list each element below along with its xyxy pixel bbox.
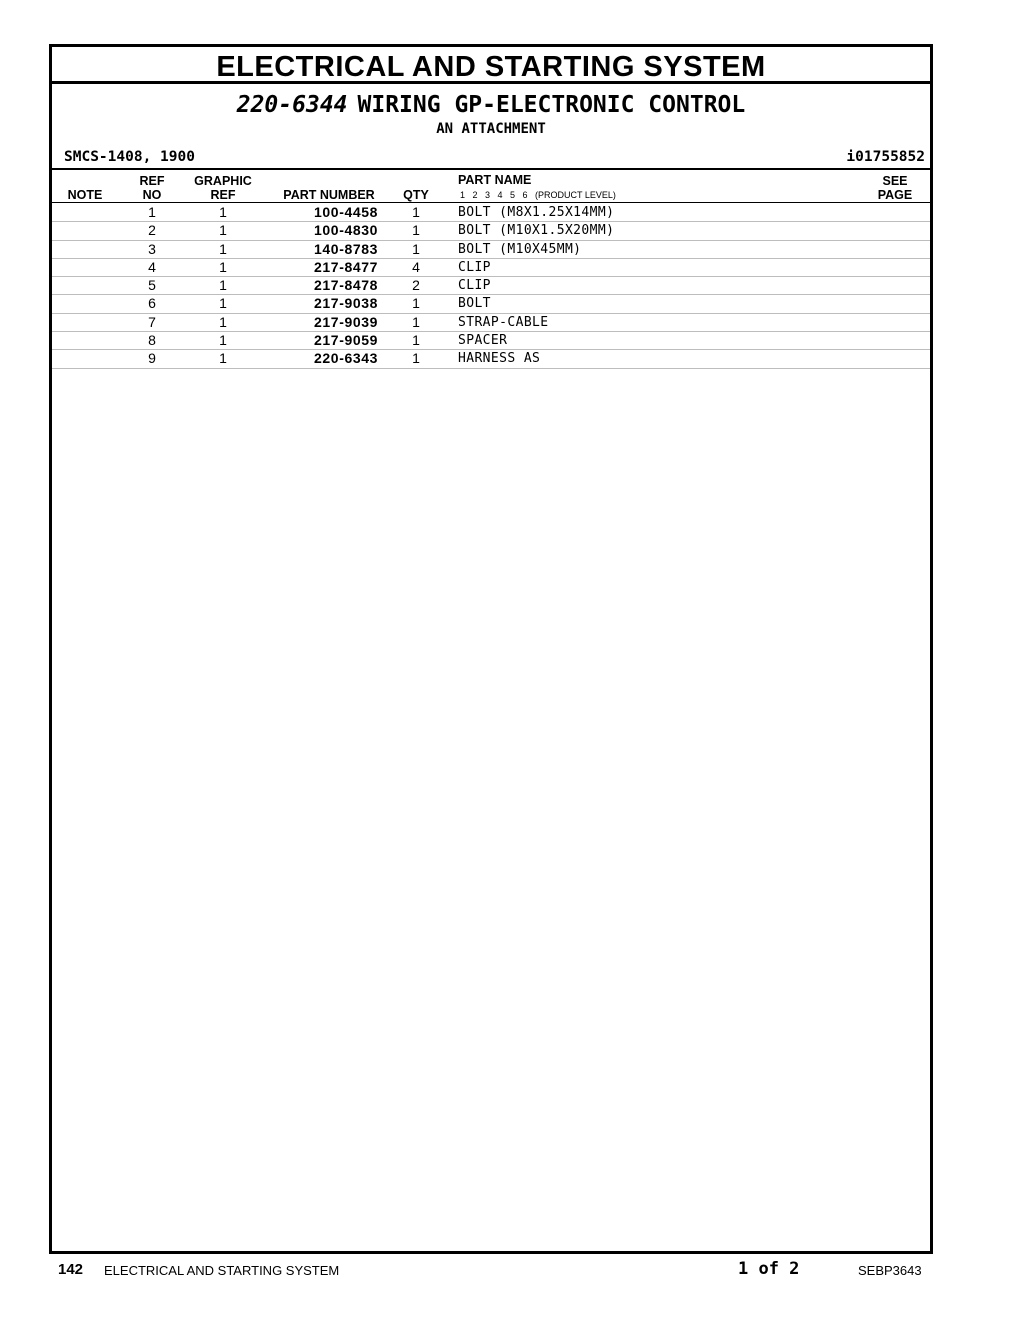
header-divider [52, 168, 930, 170]
qty-cell: 1 [412, 295, 420, 312]
column-header-qty: QTY [403, 188, 429, 202]
qty-cell: 4 [412, 258, 420, 275]
table-row [52, 277, 930, 295]
graphic-ref-cell: 1 [219, 332, 227, 349]
graphic-ref-cell: 1 [219, 313, 227, 330]
system-title: ELECTRICAL AND STARTING SYSTEM [216, 51, 766, 83]
ref-no-cell: 9 [148, 350, 156, 367]
column-header-see-page-line2: PAGE [877, 188, 913, 202]
ref-no-cell: 4 [148, 258, 156, 275]
column-header-see-page-line1: SEE [882, 174, 908, 188]
column-header-ref-no-line1: REF [139, 174, 165, 188]
group-name: WIRING GP-ELECTRONIC CONTROL [357, 92, 746, 118]
table-row [52, 295, 930, 313]
table-row [52, 204, 930, 222]
ref-no-cell: 8 [148, 332, 156, 349]
part-number-cell: 100-4830 [314, 222, 378, 239]
part-number-cell: 100-4458 [314, 204, 378, 220]
page-number: 142 [58, 1261, 84, 1278]
part-name-cell: CLIP [458, 259, 491, 275]
ref-no-cell: 6 [148, 295, 156, 312]
page-footer [0, 1258, 1020, 1282]
part-number-cell: 140-8783 [314, 240, 378, 257]
table-row [52, 259, 930, 277]
column-header-part-name: PART NAME [458, 173, 532, 187]
graphic-ref-cell: 1 [219, 204, 227, 220]
graphic-ref-cell: 1 [219, 240, 227, 257]
ref-no-cell: 1 [148, 204, 156, 220]
group-subtitle: AN ATTACHMENT [436, 121, 546, 137]
table-row [52, 241, 930, 259]
part-name-cell: SPACER [458, 333, 508, 349]
ref-no-cell: 7 [148, 313, 156, 330]
part-name-cell: CLIP [458, 278, 491, 294]
part-number-cell: 220-6343 [314, 350, 378, 367]
part-name-cell: STRAP-CABLE [458, 314, 549, 330]
column-header-part-number: PART NUMBER [283, 188, 375, 202]
ref-no-cell: 3 [148, 240, 156, 257]
qty-cell: 1 [412, 313, 420, 330]
ref-no-cell: 5 [148, 277, 156, 294]
qty-cell: 1 [412, 350, 420, 367]
title-divider [52, 81, 930, 84]
graphic-ref-cell: 1 [219, 258, 227, 275]
part-name-cell: BOLT (M8X1.25X14MM) [458, 205, 615, 220]
graphic-ref-cell: 1 [219, 295, 227, 312]
document-number: SEBP3643 [858, 1263, 922, 1278]
part-number-cell: 217-9038 [314, 295, 378, 312]
column-header-graphic-ref-line2: REF [210, 188, 236, 202]
part-number-cell: 217-9039 [314, 313, 378, 330]
column-header-divider [52, 202, 930, 203]
product-level-legend: 1 2 3 4 5 6 (PRODUCT LEVEL) [460, 190, 616, 200]
footer-section-title: ELECTRICAL AND STARTING SYSTEM [104, 1263, 340, 1278]
table-row [52, 332, 930, 350]
qty-cell: 1 [412, 332, 420, 349]
parts-page-frame [49, 44, 933, 1254]
column-header-note: NOTE [67, 188, 103, 202]
graphic-ref-cell: 1 [219, 350, 227, 367]
part-name-cell: BOLT (M10X1.5X20MM) [458, 223, 615, 239]
graphic-ref-cell: 1 [219, 277, 227, 294]
group-heading [52, 91, 930, 119]
table-row [52, 222, 930, 240]
part-name-cell: HARNESS AS [458, 351, 541, 367]
column-header-ref-no [132, 174, 172, 202]
qty-cell: 2 [412, 277, 420, 294]
qty-cell: 1 [412, 240, 420, 257]
column-header-ref-no-line2: NO [142, 188, 162, 202]
parts-table [52, 204, 930, 369]
illustration-id: i01755852 [846, 149, 925, 165]
qty-cell: 1 [412, 222, 420, 239]
graphic-ref-cell: 1 [219, 222, 227, 239]
page-of-count: 1 of 2 [738, 1259, 800, 1279]
part-name-cell: BOLT (M10X45MM) [458, 241, 582, 257]
column-header-see-page [870, 174, 920, 202]
column-header-graphic-ref-line1: GRAPHIC [194, 174, 252, 188]
qty-cell: 1 [412, 204, 420, 220]
column-header-graphic-ref [188, 174, 258, 202]
smcs-code: SMCS-1408, 1900 [64, 149, 195, 165]
part-number-cell: 217-8478 [314, 277, 378, 294]
table-row [52, 350, 930, 368]
table-row [52, 314, 930, 332]
part-number-cell: 217-8477 [314, 258, 378, 275]
group-number: 220-6344 [236, 92, 348, 118]
part-name-cell: BOLT [458, 296, 491, 312]
ref-no-cell: 2 [148, 222, 156, 239]
part-number-cell: 217-9059 [314, 332, 378, 349]
